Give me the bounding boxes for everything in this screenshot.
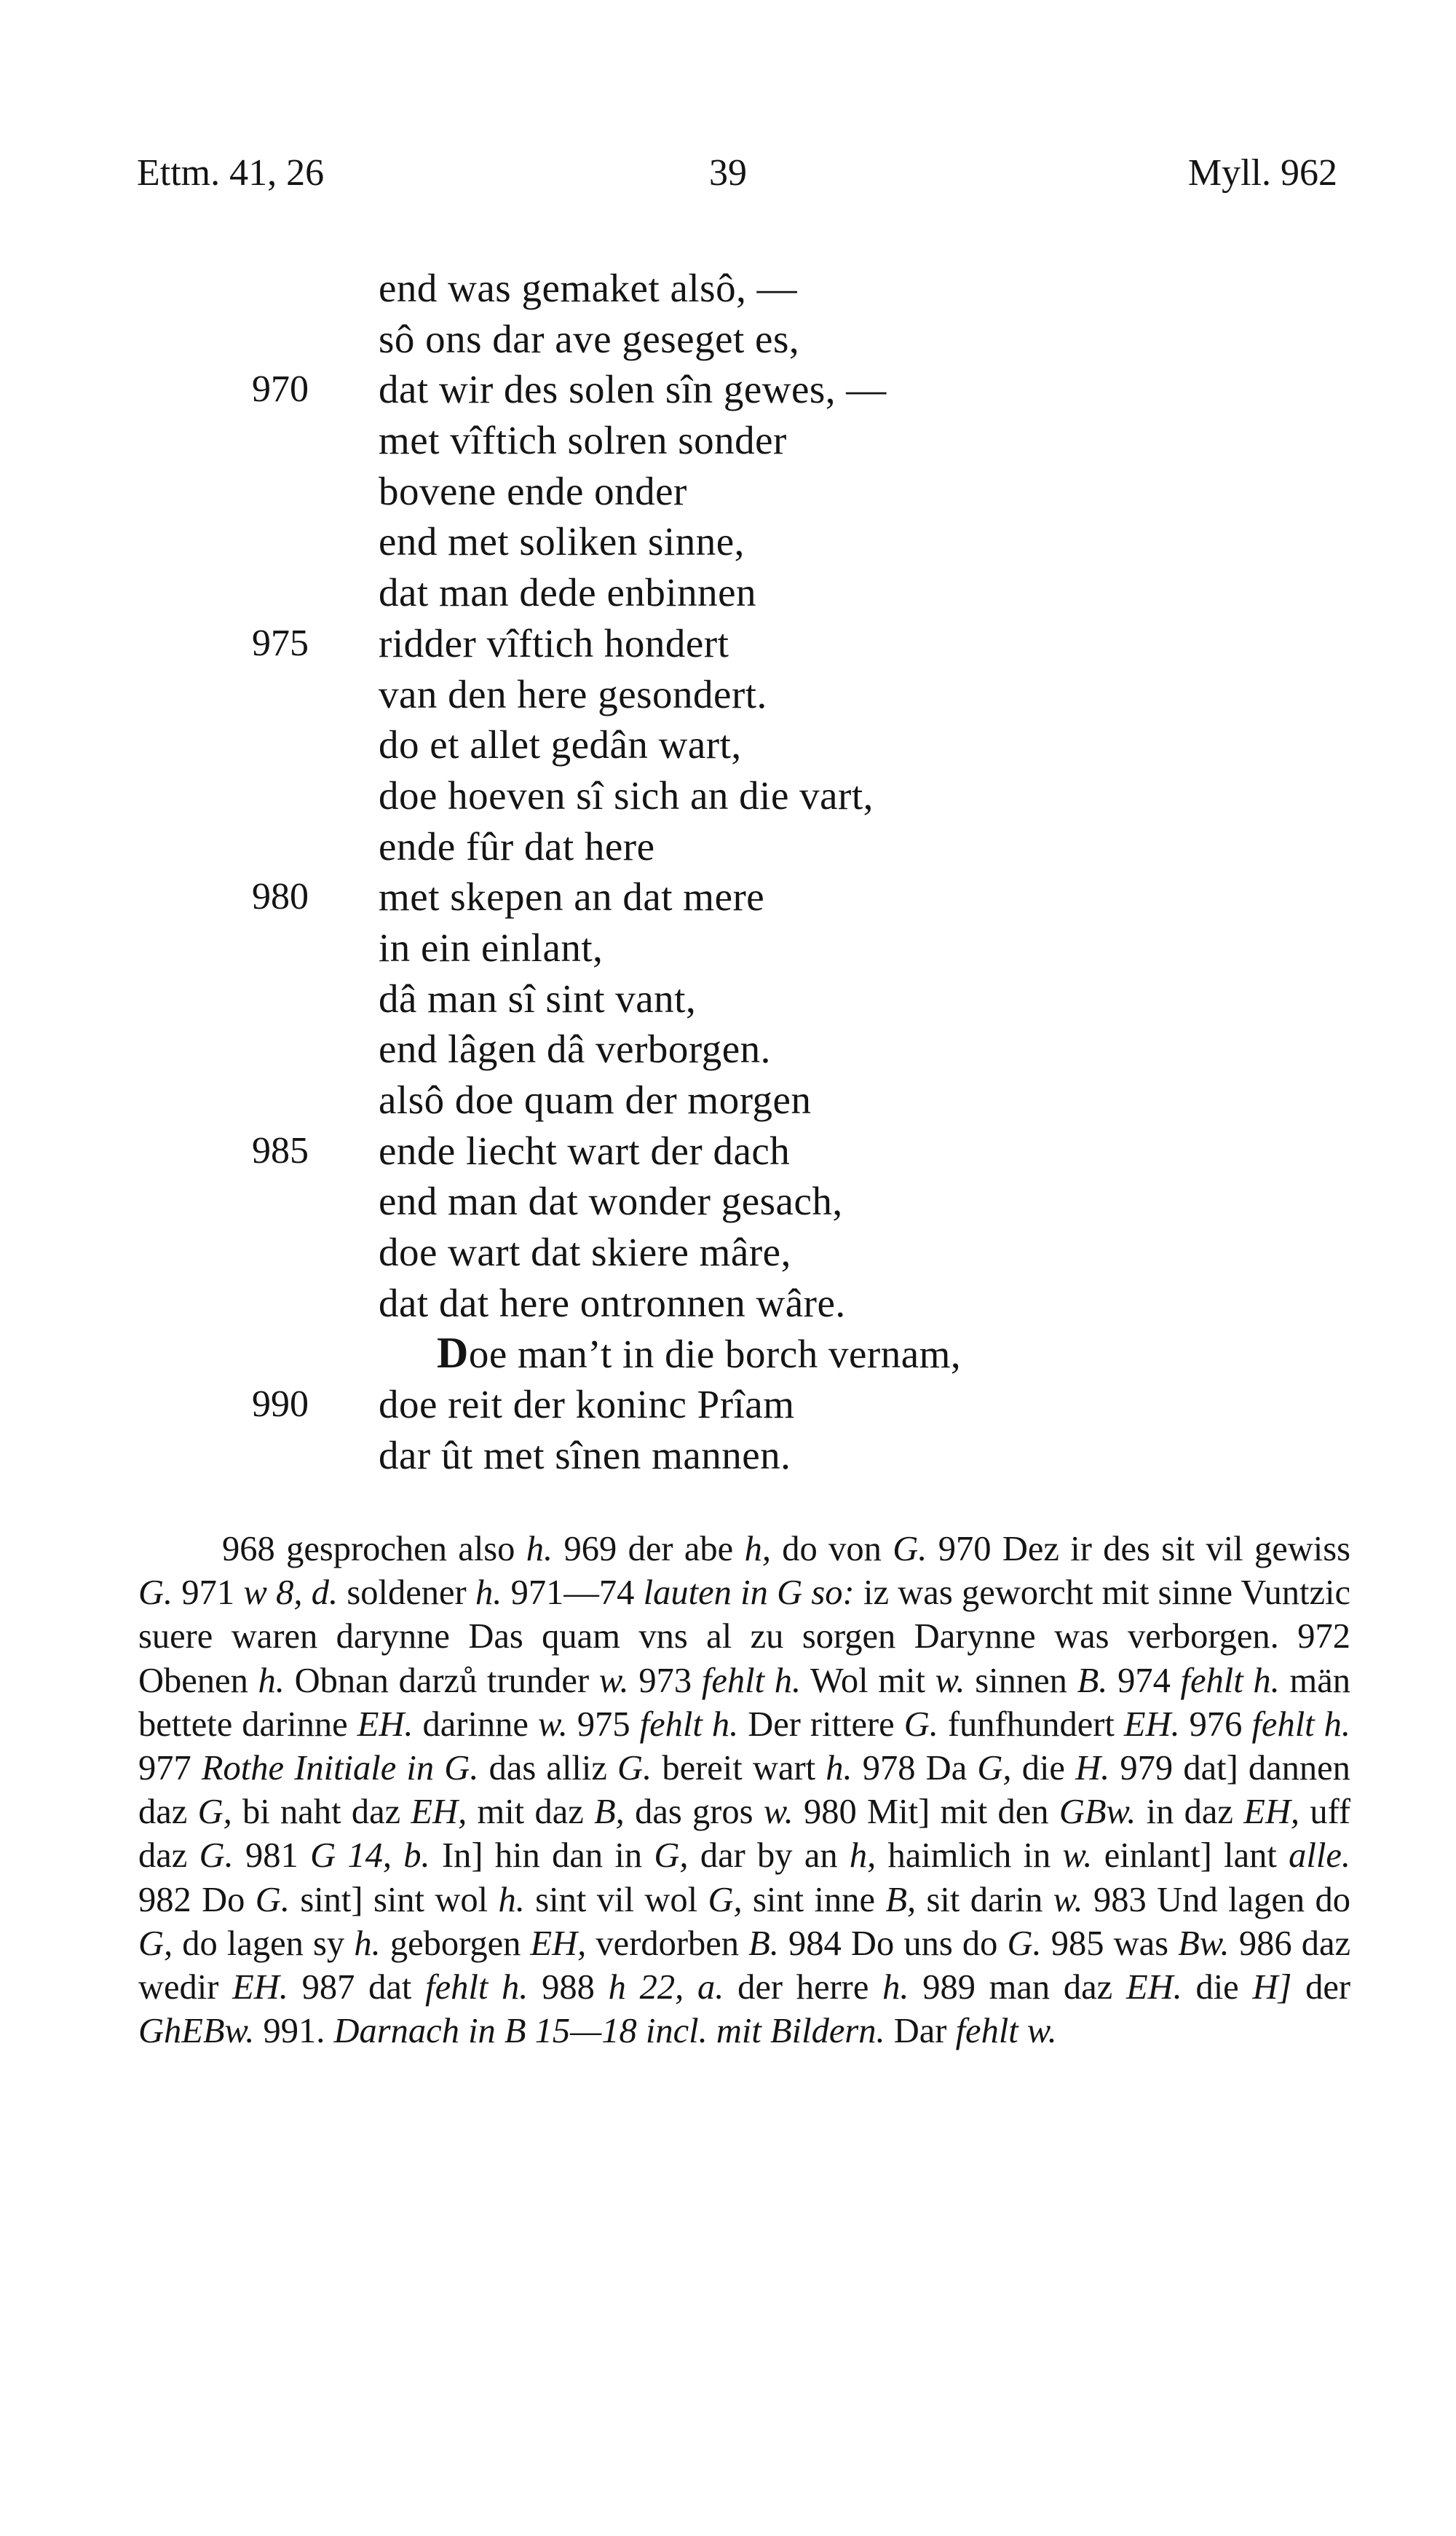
line-number: 975 bbox=[252, 622, 309, 664]
note-text: die bbox=[1011, 1749, 1076, 1788]
line-number: 970 bbox=[252, 368, 309, 411]
note-text: Der rittere bbox=[738, 1705, 904, 1744]
note-text: 971 bbox=[173, 1573, 244, 1613]
note-text: 983 Und lagen do bbox=[1083, 1880, 1350, 1919]
note-italic: h. bbox=[498, 1880, 525, 1919]
verse-text: end man dat wonder gesach, bbox=[379, 1179, 843, 1224]
note-italic: w 8, d. bbox=[243, 1573, 339, 1613]
note-text: darinne bbox=[413, 1705, 538, 1744]
verse-text: ende liecht wart der dach bbox=[379, 1128, 791, 1173]
note-text: in daz bbox=[1136, 1793, 1244, 1832]
note-italic: G. bbox=[617, 1749, 652, 1788]
note-italic: B. bbox=[1077, 1661, 1108, 1700]
verse-line bbox=[0, 1379, 1456, 1430]
note-text: 984 Do uns do bbox=[778, 1924, 1008, 1963]
note-text: 973 bbox=[628, 1661, 702, 1700]
note-italic: G 14, b. bbox=[310, 1836, 430, 1876]
note-italic: w. bbox=[1053, 1880, 1083, 1919]
note-text: das alliz bbox=[478, 1749, 618, 1788]
verse-text: doe wart dat skiere mâre, bbox=[379, 1230, 791, 1275]
verse-line bbox=[0, 1176, 1456, 1227]
note-text: 977 bbox=[138, 1749, 202, 1788]
note-text: 981 bbox=[233, 1836, 311, 1876]
note-text: 975 bbox=[567, 1705, 640, 1744]
verse-line bbox=[0, 314, 1456, 365]
note-text: uff daz bbox=[138, 1793, 1350, 1876]
note-italic: G, bbox=[138, 1924, 173, 1963]
note-text: 974 bbox=[1107, 1661, 1181, 1700]
critical-apparatus bbox=[138, 1528, 1350, 2053]
note-text: sit darin bbox=[916, 1880, 1053, 1919]
note-italic: G. bbox=[893, 1530, 927, 1568]
verse-line bbox=[0, 1075, 1456, 1126]
verse-text bbox=[437, 1328, 961, 1380]
note-text: do von bbox=[770, 1530, 893, 1568]
line-number: 990 bbox=[252, 1383, 309, 1426]
verse-line bbox=[0, 1328, 1456, 1379]
verse-text-rest: oe man’t in die borch vernam, bbox=[468, 1332, 962, 1377]
note-italic: EH. bbox=[1125, 1968, 1182, 2007]
verse-text: dar ût met sînen mannen. bbox=[379, 1432, 791, 1477]
verse-line bbox=[0, 1278, 1456, 1329]
note-text: 970 Dez ir des sit vil gewiss bbox=[927, 1530, 1351, 1568]
note-text: die bbox=[1182, 1968, 1253, 2007]
note-italic: G. bbox=[138, 1573, 173, 1613]
note-text: sint] sint wol bbox=[289, 1880, 499, 1919]
note-italic: G, bbox=[708, 1880, 743, 1919]
note-text: dar by an bbox=[688, 1836, 850, 1876]
verse-line bbox=[0, 1126, 1456, 1177]
note-italic: h, bbox=[744, 1530, 771, 1568]
verse-text: alsô doe quam der morgen bbox=[379, 1078, 812, 1122]
note-text: iz was geworcht mit sinne Vuntzic suere waren darynne Das quam vns al zu sorgen Darynne was verborgen. bbox=[138, 1573, 1351, 1656]
verse-text: dat dat here ontronnen wâre. bbox=[379, 1280, 846, 1325]
note-text: Obnan darzů trunder bbox=[284, 1661, 599, 1700]
verse-line bbox=[0, 364, 1456, 415]
note-italic: EH. bbox=[1123, 1705, 1180, 1744]
verse-text: do et allet gedân wart, bbox=[379, 722, 742, 767]
note-text: 978 Da bbox=[852, 1749, 978, 1788]
verse-text: met vîftich solren sonder bbox=[379, 418, 787, 463]
note-italic: H. bbox=[1075, 1749, 1110, 1788]
verse-text: sô ons dar ave geseget es, bbox=[379, 316, 800, 361]
line-number: 985 bbox=[252, 1129, 309, 1172]
note-italic: h. bbox=[882, 1968, 909, 2007]
note-italic: G. bbox=[903, 1705, 938, 1744]
note-text: 971—74 bbox=[502, 1573, 644, 1613]
note-text: geborgen bbox=[380, 1924, 531, 1963]
note-italic: B. bbox=[748, 1924, 779, 1963]
verse-text: doe hoeven sî sich an die vart, bbox=[379, 773, 874, 818]
note-text: der herre bbox=[724, 1968, 883, 2007]
note-text: bi naht daz bbox=[232, 1793, 411, 1832]
note-text: einlant] lant bbox=[1092, 1836, 1289, 1876]
verse-line bbox=[0, 516, 1456, 567]
note-italic: h. bbox=[826, 1749, 852, 1788]
note-italic: h. bbox=[258, 1661, 285, 1700]
note-text: sinnen bbox=[965, 1661, 1077, 1700]
note-italic: G, bbox=[977, 1749, 1012, 1788]
note-italic: h. bbox=[354, 1924, 381, 1963]
note-italic: G. bbox=[199, 1836, 234, 1876]
note-italic: alle. bbox=[1289, 1836, 1350, 1876]
note-text: sint inne bbox=[742, 1880, 886, 1919]
line-number: 980 bbox=[252, 876, 309, 918]
note-italic: fehlt h. bbox=[425, 1968, 529, 2007]
note-italic: EH, bbox=[530, 1924, 587, 1963]
verse-line bbox=[0, 973, 1456, 1024]
verse-line bbox=[0, 567, 1456, 618]
note-italic: G, bbox=[654, 1836, 689, 1876]
note-italic: fehlt w. bbox=[955, 2012, 1057, 2051]
note-italic: H] bbox=[1252, 1968, 1292, 2007]
verse-line bbox=[0, 415, 1456, 466]
note-italic: EH. bbox=[232, 1968, 288, 2007]
note-text: In] hin dan in bbox=[430, 1836, 654, 1876]
note-text: do lagen sy bbox=[173, 1924, 355, 1963]
verse-line bbox=[0, 1430, 1456, 1481]
note-text: män bettete darinne bbox=[138, 1661, 1351, 1744]
note-italic: G. bbox=[255, 1880, 290, 1919]
note-italic: h. bbox=[526, 1530, 553, 1568]
verse-text: in ein einlant, bbox=[379, 925, 604, 970]
note-text: mit daz bbox=[467, 1793, 595, 1832]
verse-text: van den here gesondert. bbox=[379, 671, 767, 716]
verse-text: dat wir des solen sîn gewes, — bbox=[379, 367, 887, 412]
note-italic: h, bbox=[849, 1836, 877, 1876]
note-text: 968 gesprochen also bbox=[222, 1530, 526, 1568]
note-italic: fehlt h. bbox=[1251, 1705, 1351, 1744]
verse-text: dâ man sî sint vant, bbox=[379, 976, 697, 1021]
note-text: bereit wart bbox=[652, 1749, 826, 1788]
verse-block bbox=[0, 263, 1456, 1481]
note-text: soldener bbox=[338, 1573, 475, 1613]
verse-line bbox=[0, 872, 1456, 923]
note-italic: Darnach in B 15—18 incl. mit Bildern. bbox=[333, 2012, 885, 2051]
note-italic: GBw. bbox=[1059, 1793, 1136, 1832]
verse-line bbox=[0, 719, 1456, 770]
running-head-left: Ettm. 41, 26 bbox=[137, 152, 325, 194]
verse-text: end lâgen dâ verborgen. bbox=[379, 1027, 771, 1072]
note-text: das gros bbox=[624, 1793, 764, 1832]
note-italic: B, bbox=[885, 1880, 917, 1919]
verse-line bbox=[0, 923, 1456, 973]
note-text: 979 dat] dannen daz bbox=[138, 1749, 1350, 1832]
note-italic: Bw. bbox=[1178, 1924, 1230, 1963]
note-text: 972 Obenen bbox=[138, 1617, 1350, 1700]
note-text: 969 der abe bbox=[553, 1530, 745, 1568]
note-text: Dar bbox=[885, 2012, 956, 2051]
note-italic: fehlt h. bbox=[701, 1661, 802, 1700]
verse-line bbox=[0, 821, 1456, 872]
running-head-right: Myll. 962 bbox=[1187, 152, 1337, 194]
verse-line bbox=[0, 466, 1456, 517]
note-italic: GhEBw. bbox=[138, 2012, 255, 2051]
note-text: verdorben bbox=[586, 1924, 749, 1963]
verse-text: end was gemaket alsô, — bbox=[379, 266, 798, 310]
note-text: 988 bbox=[528, 1968, 609, 2007]
verse-text: end met soliken sinne, bbox=[379, 519, 745, 564]
note-text: der bbox=[1291, 1968, 1350, 2007]
verse-line bbox=[0, 263, 1456, 314]
verse-text: dat man dede enbinnen bbox=[379, 570, 757, 615]
verse-line bbox=[0, 618, 1456, 669]
note-italic: h. bbox=[475, 1573, 502, 1613]
note-italic: w. bbox=[763, 1793, 794, 1832]
note-text: 987 dat bbox=[288, 1968, 426, 2007]
verse-text: doe reit der koninc Prîam bbox=[379, 1382, 795, 1427]
initial-letter: D bbox=[437, 1329, 469, 1378]
note-italic: w. bbox=[537, 1705, 568, 1744]
note-text: funfhundert bbox=[938, 1705, 1124, 1744]
note-text: 980 Mit] mit den bbox=[793, 1793, 1059, 1832]
note-text: 976 bbox=[1179, 1705, 1252, 1744]
note-text: 986 daz wedir bbox=[138, 1924, 1350, 2007]
note-text: 985 was bbox=[1041, 1924, 1179, 1963]
note-text: 982 Do bbox=[138, 1880, 256, 1919]
verse-text: bovene ende onder bbox=[379, 468, 687, 513]
verse-line bbox=[0, 1227, 1456, 1278]
note-italic: Rothe Initiale in G. bbox=[201, 1749, 479, 1788]
note-text: sint vil wol bbox=[524, 1880, 708, 1919]
note-italic: EH. bbox=[357, 1705, 414, 1744]
verse-line bbox=[0, 770, 1456, 821]
verse-text: ridder vîftich hondert bbox=[379, 620, 729, 665]
note-text: haimlich in bbox=[876, 1836, 1063, 1876]
note-italic: w. bbox=[1062, 1836, 1093, 1876]
note-italic: w. bbox=[935, 1661, 965, 1700]
verse-text: ende fûr dat here bbox=[379, 823, 655, 869]
note-italic: B, bbox=[594, 1793, 625, 1832]
note-italic: h 22, a. bbox=[608, 1968, 724, 2007]
note-italic: w. bbox=[598, 1661, 629, 1700]
verse-line bbox=[0, 1024, 1456, 1075]
note-italic: lauten in G so: bbox=[643, 1573, 855, 1613]
page-number: 39 bbox=[709, 152, 747, 194]
note-italic: fehlt h. bbox=[1180, 1661, 1280, 1700]
note-italic: G, bbox=[197, 1793, 232, 1832]
verse-line bbox=[0, 669, 1456, 720]
note-italic: fehlt h. bbox=[639, 1705, 739, 1744]
note-text: 989 man daz bbox=[909, 1968, 1126, 2007]
verse-text: met skepen an dat mere bbox=[379, 874, 765, 920]
note-italic: EH, bbox=[411, 1793, 467, 1832]
note-italic: EH, bbox=[1243, 1793, 1300, 1832]
note-text: 991. bbox=[254, 2012, 334, 2051]
note-italic: G. bbox=[1007, 1924, 1042, 1963]
note-text: Wol mit bbox=[801, 1661, 935, 1700]
